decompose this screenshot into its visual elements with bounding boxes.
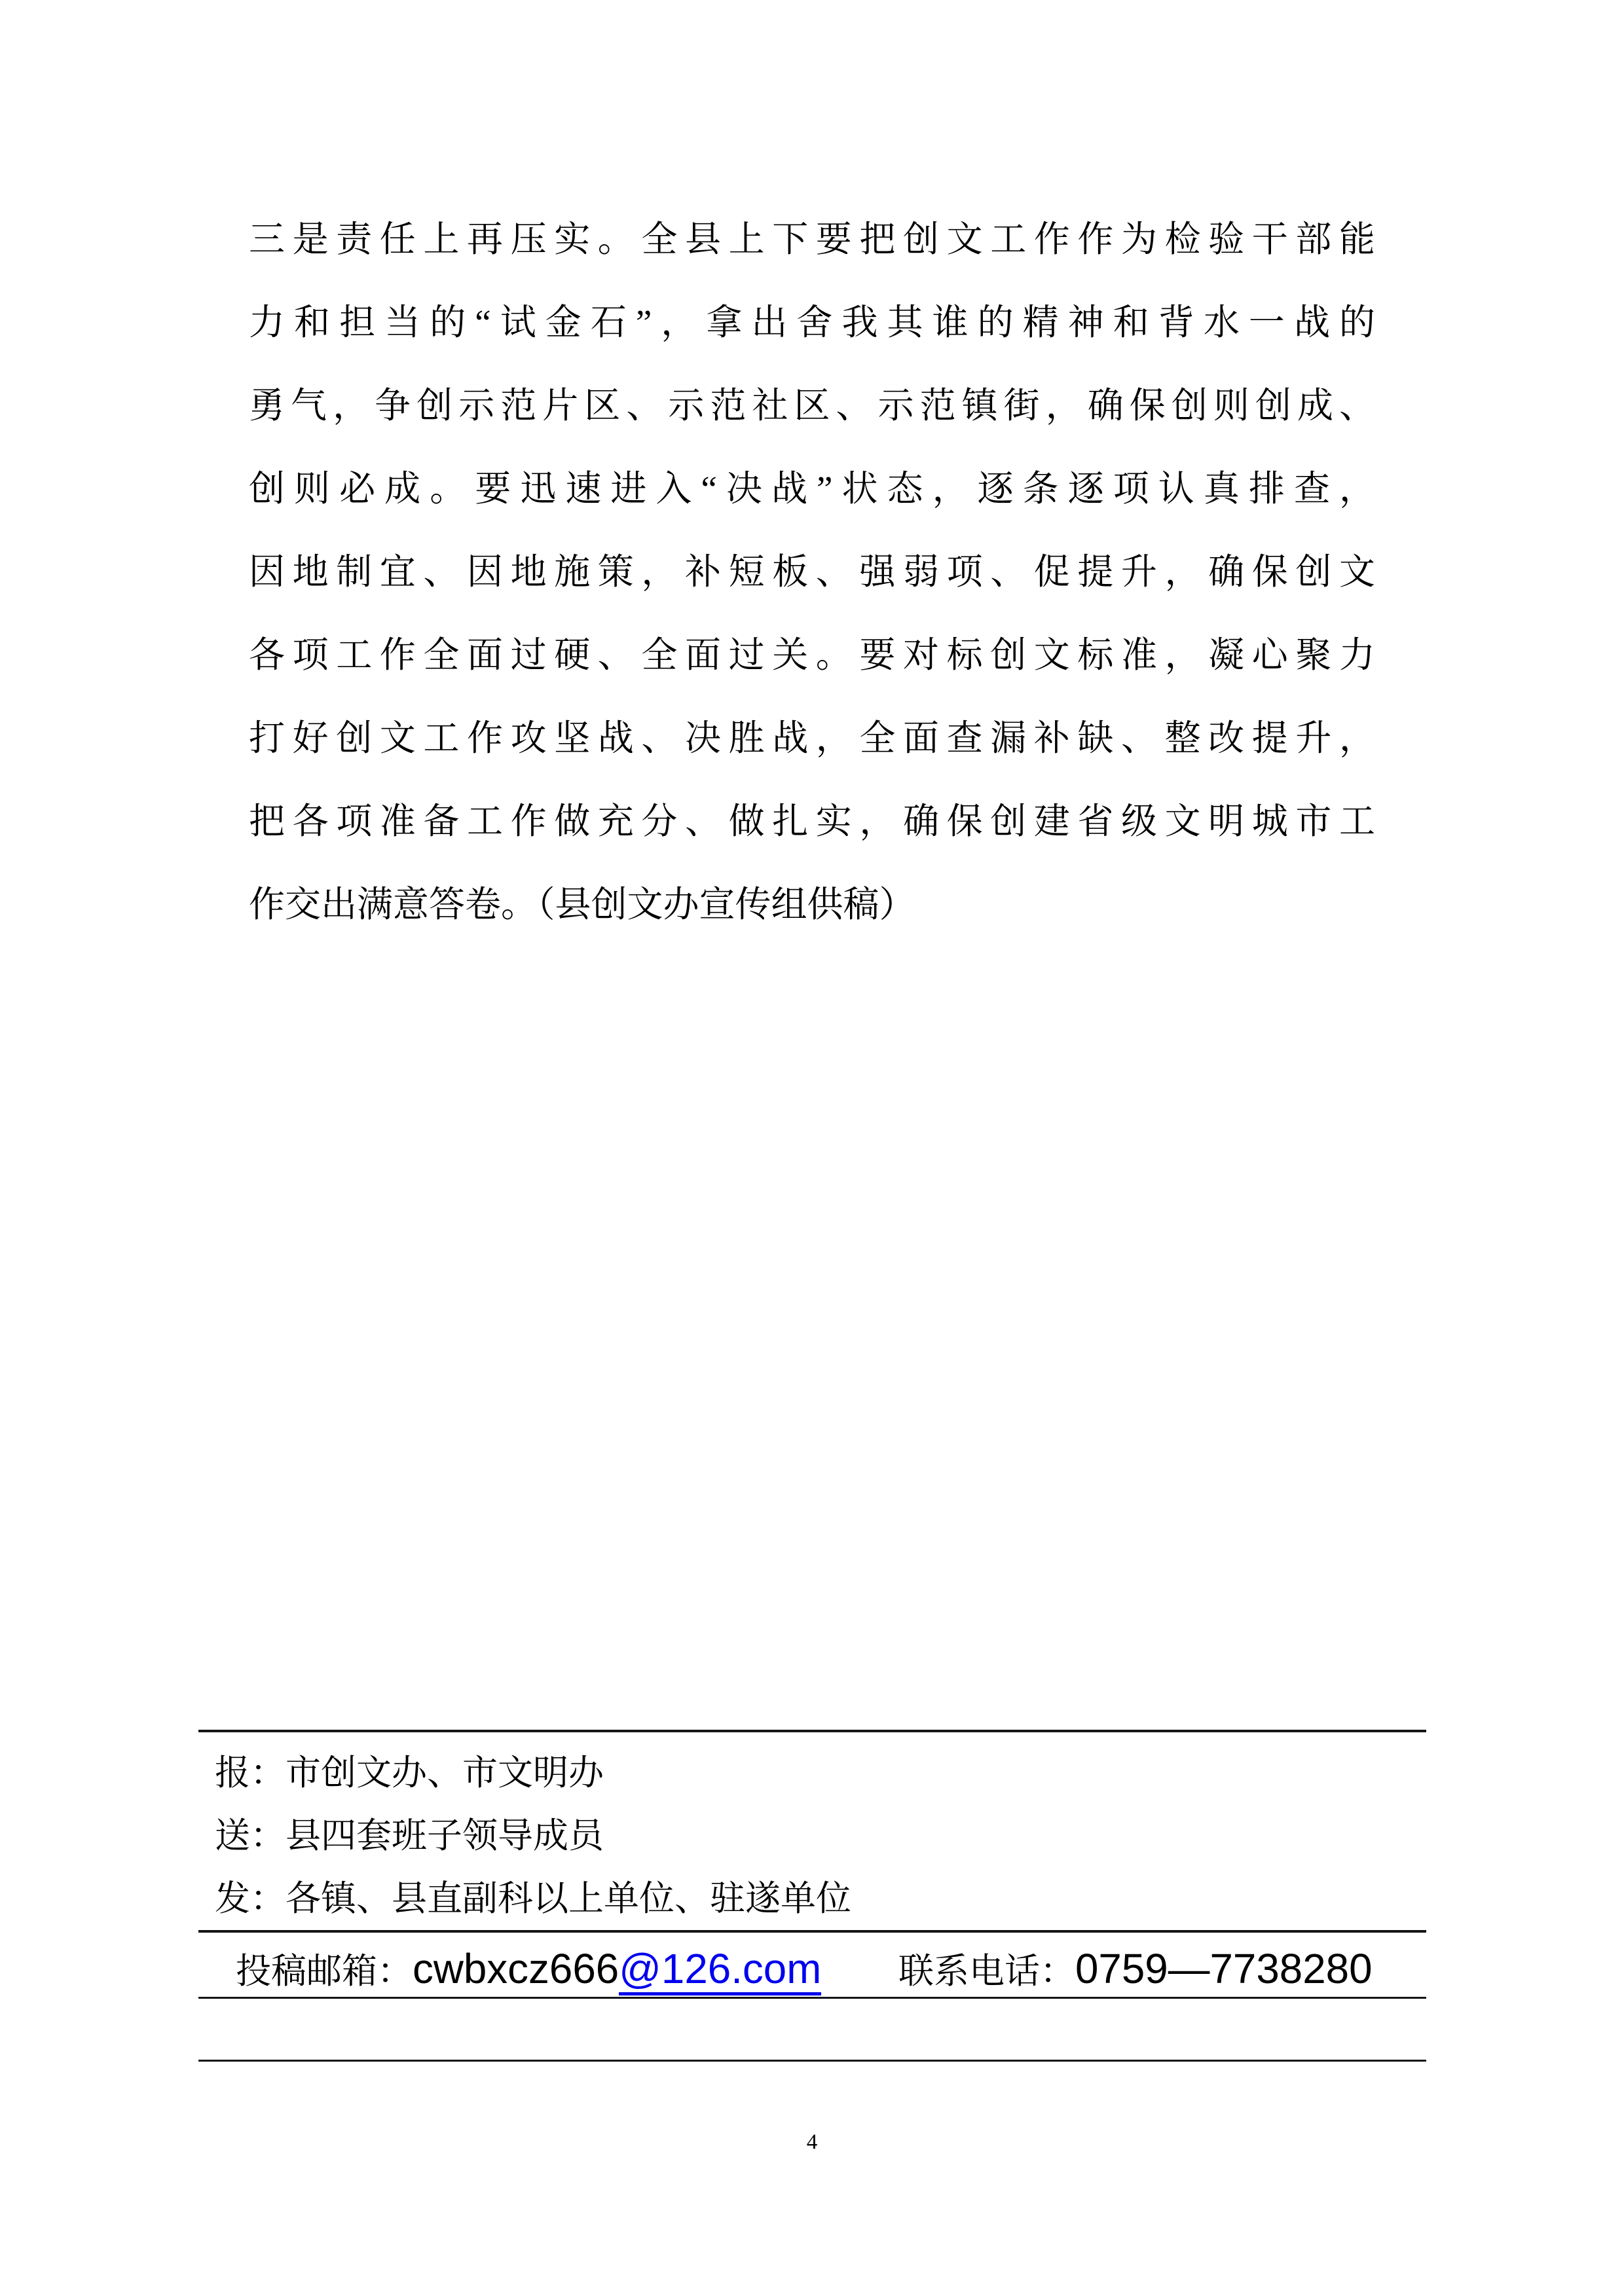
- body-line: 力和担当的“试金石”，拿出舍我其谁的精神和背水一战的: [249, 302, 1375, 342]
- phone-label: 联系电话：: [898, 1952, 1075, 1991]
- email-label: 投稿邮箱：: [236, 1952, 413, 1991]
- body-line: 三是责任上再压实。全县上下要把创文工作作为检验干部能: [249, 219, 1375, 259]
- footer-divider-below-contact: [198, 1997, 1426, 1999]
- footer-divider-middle: [198, 1930, 1426, 1933]
- body-line: 把各项准备工作做充分、做扎实，确保创建省级文明城市工: [249, 801, 1375, 841]
- submission-email-line: [236, 1946, 821, 1994]
- email-domain-link[interactable]: @126.com: [619, 1945, 821, 1995]
- distribution-issue-line: 发：各镇、县直副科以上单位、驻遂单位: [215, 1879, 851, 1918]
- distribution-report-line: 报：市创文办、市文明办: [215, 1753, 604, 1793]
- body-line: 创则必成。要迅速进入“决战”状态，逐条逐项认真排查，: [249, 469, 1375, 509]
- body-line: 打好创文工作攻坚战、决胜战，全面查漏补缺、整改提升，: [249, 718, 1375, 758]
- footer-divider-bottom: [198, 2060, 1426, 2062]
- contact-phone-line: [898, 1946, 1373, 1994]
- email-user: cwbxcz666: [413, 1945, 619, 1992]
- phone-number: 0759—7738280: [1075, 1945, 1373, 1992]
- body-line: 勇气，争创示范片区、示范社区、示范镇街，确保创则创成、: [249, 386, 1375, 426]
- page-number: 4: [806, 2130, 818, 2154]
- body-line: 因地制宜、因地施策，补短板、强弱项、促提升，确保创文: [249, 552, 1375, 592]
- body-paragraph: [249, 198, 1375, 946]
- distribution-send-line: 送：县四套班子领导成员: [215, 1816, 604, 1855]
- body-line-last: 作交出满意答卷。（县创文办宣传组供稿）: [249, 884, 915, 924]
- distribution-list: [215, 1741, 1393, 1930]
- body-line: 各项工作全面过硬、全面过关。要对标创文标准，凝心聚力: [249, 635, 1375, 675]
- footer-divider-top: [198, 1730, 1426, 1732]
